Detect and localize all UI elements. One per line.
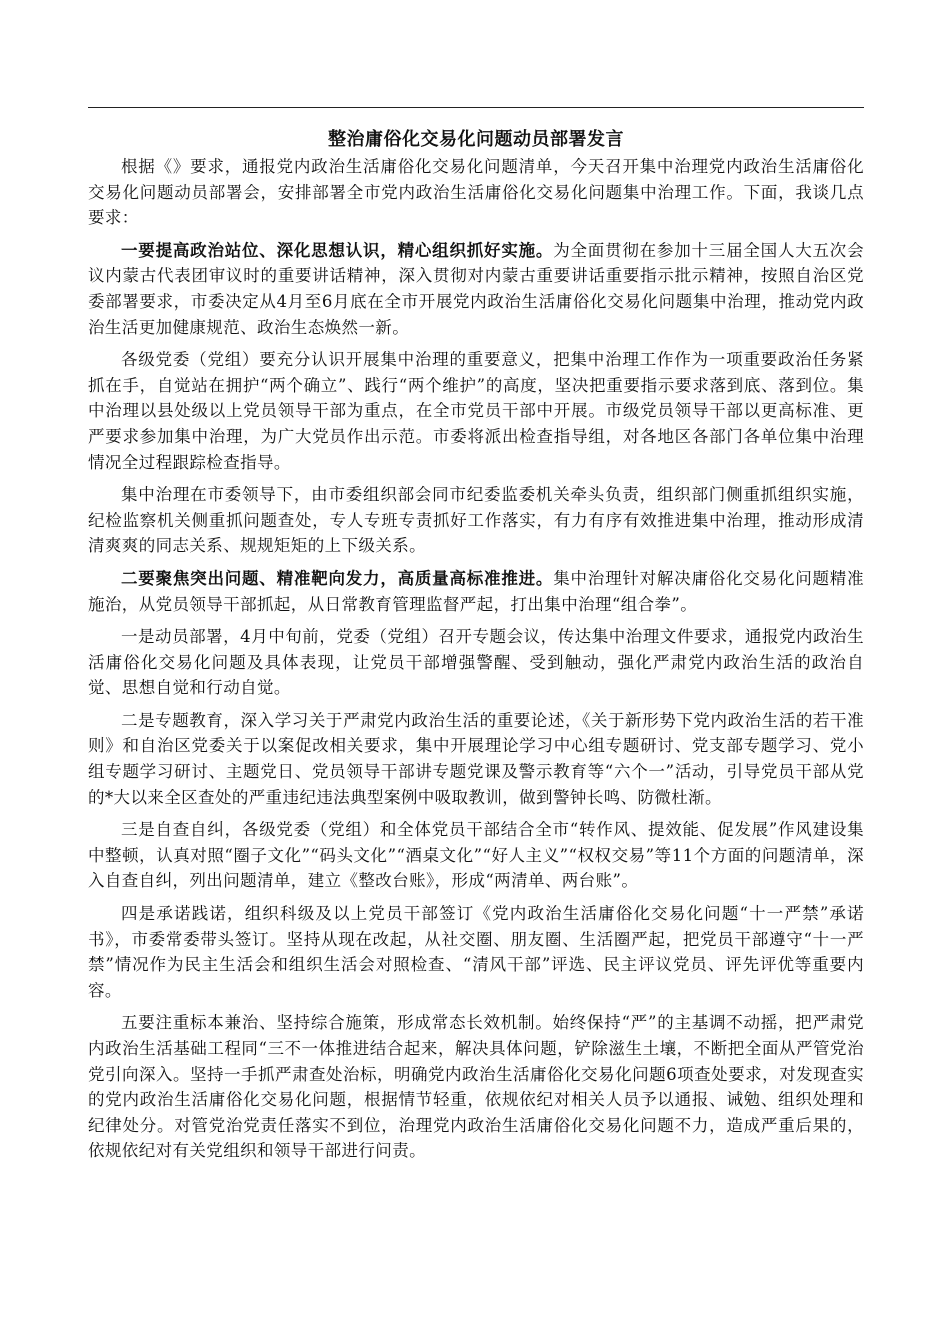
paragraph-text: 一是动员部署，4月中旬前，党委（党组）召开专题会议，传达集中治理文件要求，通报党内政治生活庸俗化交易化问题及具体表现，让党员干部增强警醒、受到触动，强化严肃党内政治生活的政治自觉、思想自觉和行动自觉。 xyxy=(88,627,864,698)
paragraph-text: 三是自查自纠，各级党委（党组）和全体党员干部结合全市“转作风、提效能、促发展”作风建设集中整顿，认真对照“圈子文化”“码头文化”“酒桌文化”“好人主义”“权权交易”等11个方面的问题清单，深入自查自纠，列出问题清单，建立《整改台账》，形成“两清单、两台账”。 xyxy=(88,820,864,891)
paragraph xyxy=(88,347,864,475)
paragraph xyxy=(88,482,864,559)
document-title: 整治庸俗化交易化问题动员部署发言 xyxy=(328,129,624,150)
paragraph-intro xyxy=(88,154,864,231)
paragraph-step-mobilization xyxy=(88,624,864,701)
paragraph-requirement-one xyxy=(88,238,864,340)
paragraph-text: 集中治理针对解决庸俗化交易化问题精准施治，从党员领导干部抓起，从日常教育管理监督严起，打出集中治理“组合拳”。 xyxy=(88,568,864,614)
paragraph-text: 五要注重标本兼治、坚持综合施策，形成常态长效机制。始终保持“严”的主基调不动摇，把严肃党内政治生活基础工程同“三不一体推进结合起来，解决具体问题，铲除滋生土壤，不断把全面从严管党治党引向深入。坚持一手抓严肃查处治标，明确党内政治生活庸俗化交易化问题6项查处要求，对发现查实的党内政治生活庸俗化交易化问题，根据情节轻重，依规依纪对相关人员予以通报、诫勉、组织处理和纪律处分。对管党治党责任落实不到位，治理党内政治生活庸俗化交易化问题不力，造成严重后果的，依规依纪对有关党组织和领导干部进行问责。 xyxy=(88,1013,864,1161)
paragraph-lead: 一要提高政治站位、深化思想认识，精心组织抓好实施。 xyxy=(121,240,554,260)
paragraph-text: 根据《》要求，通报党内政治生活庸俗化交易化问题清单，今天召开集中治理党内政治生活庸俗化交易化问题动员部署会，安排部署全市党内政治生活庸俗化交易化问题集中治理工作。下面，我谈几点要求： xyxy=(88,157,864,228)
paragraph-step-commitment xyxy=(88,901,864,1003)
paragraph-text: 集中治理在市委领导下，由市委组织部会同市纪委监委机关牵头负责，组织部门侧重抓组织实施，纪检监察机关侧重抓问题查处，专人专班专责抓好工作落实，有力有序有效推进集中治理，推动形成清清爽爽的同志关系、规规矩矩的上下级关系。 xyxy=(88,485,864,556)
paragraph-text: 四是承诺践诺，组织科级及以上党员干部签订《党内政治生活庸俗化交易化问题“十一严禁”承诺书》，市委常委带头签订。坚持从现在改起，从社交圈、朋友圈、生活圈严起，把党员干部遵守“十一严禁”情况作为民主生活会和组织生活会对照检查、“清风干部”评选、民主评议党员、评先评优等重要内容。 xyxy=(88,904,864,1000)
paragraph-step-self-check xyxy=(88,817,864,894)
paragraph-requirement-five xyxy=(88,1010,864,1164)
header-divider xyxy=(88,107,864,108)
paragraph-text: 各级党委（党组）要充分认识开展集中治理的重要意义，把集中治理工作作为一项重要政治任务紧抓在手，自觉站在拥护“两个确立”、践行“两个维护”的高度，坚决把重要指示要求落到底、落到位。集中治理以县处级以上党员领导干部为重点，在全市党员干部中开展。市级党员领导干部以更高标准、更严要求参加集中治理，为广大党员作出示范。市委将派出检查指导组，对各地区各部门各单位集中治理情况全过程跟踪检查指导。 xyxy=(88,350,864,472)
paragraph-lead: 二要聚焦突出问题、精准靶向发力，高质量高标准推进。 xyxy=(121,568,554,588)
paragraph-text: 为全面贯彻在参加十三届全国人大五次会议内蒙古代表团审议时的重要讲话精神，深入贯彻对内蒙古重要讲话重要指示批示精神，按照自治区党委部署要求，市委决定从4月至6月底在全市开展党内政治生活庸俗化交易化问题集中治理，推动党内政治生活更加健康规范、政治生态焕然一新。 xyxy=(88,240,864,337)
document-body xyxy=(88,154,864,1171)
paragraph-requirement-two xyxy=(88,566,864,617)
paragraph-text: 二是专题教育，深入学习关于严肃党内政治生活的重要论述，《关于新形势下党内政治生活的若干准则》和自治区党委关于以案促改相关要求，集中开展理论学习中心组专题研讨、党支部专题学习、党小组专题学习研讨、主题党日、党员领导干部讲专题党课及警示教育等“六个一”活动，引导党员干部从党的*大以来全区查处的严重违纪违法典型案例中吸取教训，做到警钟长鸣、防微杜渐。 xyxy=(88,710,864,807)
paragraph-step-education xyxy=(88,708,864,810)
